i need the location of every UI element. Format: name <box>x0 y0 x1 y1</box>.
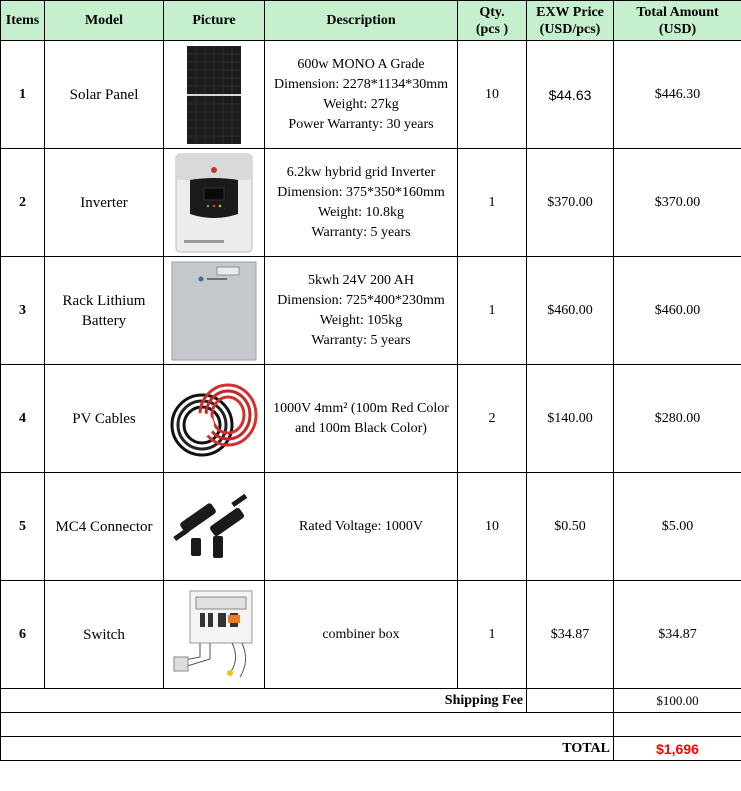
qty-value: 10 <box>458 41 527 149</box>
picture-cell <box>164 257 265 365</box>
description-line: 5kwh 24V 200 AH <box>308 272 414 288</box>
model-name: Switch <box>83 626 125 643</box>
item-number: 4 <box>1 365 45 473</box>
description-cell <box>265 257 458 365</box>
table-row <box>1 41 741 149</box>
header-price-line1: EXW Price <box>536 4 604 20</box>
description-line: Rated Voltage: 1000V <box>299 518 423 534</box>
picture-cell <box>164 149 265 257</box>
qty-value: 10 <box>458 473 527 581</box>
description-line: Power Warranty: 30 years <box>288 116 434 132</box>
model-cell <box>45 149 164 257</box>
pv-cables-image <box>166 375 262 463</box>
header-qty-line2: (pcs ) <box>475 21 509 37</box>
item-number: 2 <box>1 149 45 257</box>
item-number: 5 <box>1 473 45 581</box>
unit-price-value: $140.00 <box>527 365 614 473</box>
table-row <box>1 257 741 365</box>
unit-price-value: $44.63 <box>527 41 614 149</box>
qty-value: 2 <box>458 365 527 473</box>
table-row <box>1 473 741 581</box>
description-line: Dimension: 2278*1134*30mm <box>273 76 449 92</box>
picture-cell <box>164 41 265 149</box>
item-number: 1 <box>1 41 45 149</box>
line-total-value: $446.30 <box>614 41 741 149</box>
blank-cell <box>1 713 614 737</box>
battery-image <box>171 261 257 361</box>
header-total-line1: Total Amount <box>636 4 719 20</box>
shipping-row <box>1 689 741 713</box>
header-price <box>527 1 614 41</box>
header-picture: Picture <box>164 1 265 41</box>
mc4-connector-image <box>171 492 257 562</box>
header-items: Items <box>1 1 45 41</box>
unit-price-value: $460.00 <box>527 257 614 365</box>
description-line: and 100m Black Color) <box>295 420 427 436</box>
table-row <box>1 149 741 257</box>
picture-cell <box>164 365 265 473</box>
shipping-value: $100.00 <box>614 689 741 713</box>
unit-price-value: $34.87 <box>527 581 614 689</box>
model-name: Battery <box>81 312 127 329</box>
description-line: 600w MONO A Grade <box>297 56 425 72</box>
model-name: PV Cables <box>72 410 136 427</box>
description-cell <box>265 41 458 149</box>
line-total-value: $34.87 <box>614 581 741 689</box>
qty-value: 1 <box>458 149 527 257</box>
picture-cell <box>164 581 265 689</box>
description-line: 1000V 4mm² (100m Red Color <box>273 400 449 416</box>
description-line: Warranty: 5 years <box>311 224 411 240</box>
model-cell <box>45 473 164 581</box>
total-row <box>1 737 741 761</box>
qty-value: 1 <box>458 257 527 365</box>
model-name: Solar Panel <box>69 86 139 103</box>
description-line: combiner box <box>322 626 400 642</box>
model-cell <box>45 257 164 365</box>
description-line: 6.2kw hybrid grid Inverter <box>286 164 436 180</box>
header-total <box>614 1 741 41</box>
header-row <box>1 1 741 41</box>
item-number: 6 <box>1 581 45 689</box>
combiner-box-image <box>170 587 258 683</box>
model-name: Inverter <box>80 194 128 211</box>
description-line: Weight: 27kg <box>323 96 399 112</box>
picture-cell <box>164 473 265 581</box>
solar-panel-image <box>187 46 241 144</box>
unit-price-value: $0.50 <box>527 473 614 581</box>
item-number: 3 <box>1 257 45 365</box>
table-row <box>1 365 741 473</box>
inverter-image <box>174 152 254 254</box>
description-cell <box>265 365 458 473</box>
model-name: MC4 Connector <box>55 518 153 535</box>
description-line: Weight: 105kg <box>319 312 403 328</box>
shipping-label: Shipping Fee <box>1 689 527 713</box>
grand-total-value: $1,696 <box>614 737 741 761</box>
description-line: Weight: 10.8kg <box>318 204 404 220</box>
total-label: TOTAL <box>1 737 614 761</box>
shipping-spacer <box>527 689 614 713</box>
header-total-line2: (USD) <box>658 21 697 37</box>
unit-price-value: $370.00 <box>527 149 614 257</box>
description-cell <box>265 149 458 257</box>
header-qty <box>458 1 527 41</box>
line-total-value: $5.00 <box>614 473 741 581</box>
model-cell <box>45 581 164 689</box>
header-price-line2: (USD/pcs) <box>539 21 601 37</box>
description-cell <box>265 473 458 581</box>
description-cell <box>265 581 458 689</box>
header-model: Model <box>45 1 164 41</box>
line-total-value: $460.00 <box>614 257 741 365</box>
model-cell <box>45 41 164 149</box>
table-row <box>1 581 741 689</box>
blank-row <box>1 713 741 737</box>
qty-value: 1 <box>458 581 527 689</box>
line-total-value: $280.00 <box>614 365 741 473</box>
model-name: Rack Lithium <box>62 292 146 309</box>
description-line: Dimension: 375*350*160mm <box>277 184 445 200</box>
blank-value-cell <box>614 713 741 737</box>
line-total-value: $370.00 <box>614 149 741 257</box>
header-qty-line1: Qty. <box>479 4 505 20</box>
description-line: Dimension: 725*400*230mm <box>277 292 445 308</box>
header-description: Description <box>265 1 458 41</box>
model-cell <box>45 365 164 473</box>
description-line: Warranty: 5 years <box>311 332 411 348</box>
